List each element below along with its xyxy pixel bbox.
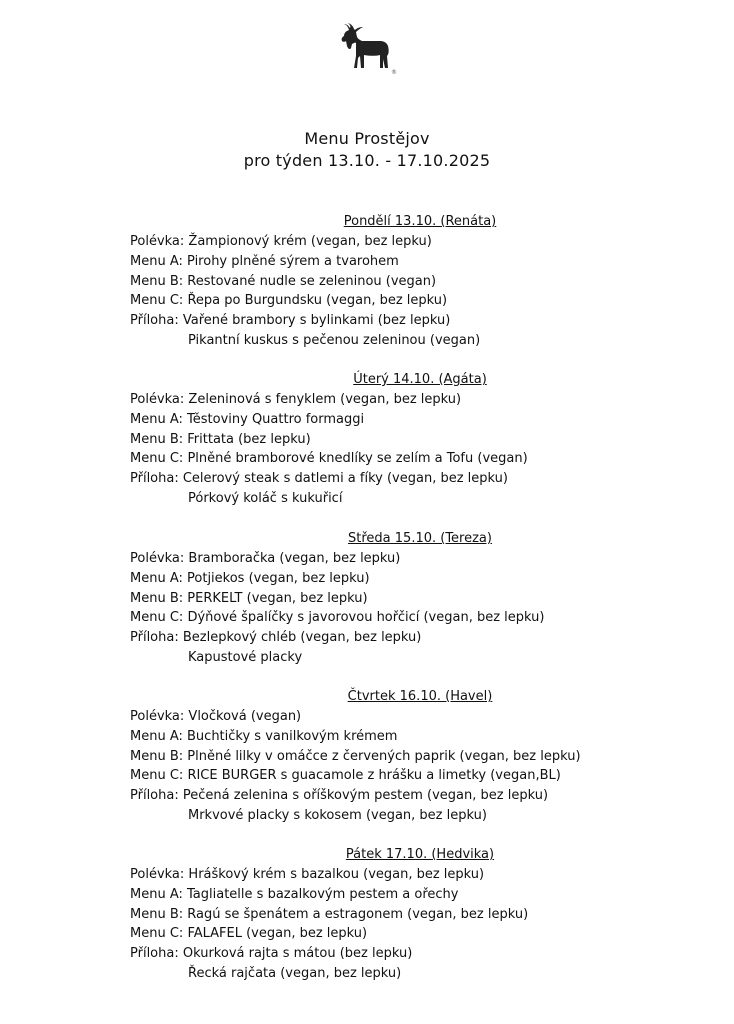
menu-label: Polévka: [130, 551, 185, 566]
menu-label: Příloha: [130, 471, 179, 487]
menu-row [130, 628, 690, 648]
menu-row [130, 232, 690, 252]
goat-logo-icon [336, 22, 398, 78]
day-section [130, 529, 690, 668]
dish-name: RICE BURGER s guacamole z hrášku a limetky (vegan,BL) [187, 768, 561, 784]
menu-label: Menu C: [130, 926, 184, 942]
menu-row [130, 924, 690, 944]
menu-row [130, 410, 690, 430]
menu-label: Příloha: [130, 630, 179, 646]
menu-label: Menu A: [130, 728, 183, 744]
dish-name: Potjiekos (vegan, bez lepku) [187, 570, 370, 586]
day-section [130, 845, 690, 984]
menu-label: Příloha: [130, 788, 179, 804]
day-heading: Pátek 17.10. (Hedvika) [345, 847, 495, 862]
menu-row [130, 806, 690, 826]
menu-row [130, 549, 690, 569]
dish-name: Okurková rajta s mátou (bez lepku) [182, 946, 413, 962]
menu-label: Polévka: [130, 709, 185, 724]
day-section [130, 212, 690, 351]
menu-row [130, 430, 690, 450]
menu-row [130, 252, 690, 272]
dish-name: Bramboračka (vegan, bez lepku) [188, 551, 401, 566]
menu-row [130, 589, 690, 609]
menu-label: Menu C: [130, 451, 184, 467]
menu-row [130, 291, 690, 311]
dish-name: Zeleninová s fenyklem (vegan, bez lepku) [188, 392, 462, 407]
dish-name: Kapustové placky [188, 649, 303, 665]
dish-name: Plněné bramborové knedlíky se zelím a Tofu (vegan) [187, 451, 528, 467]
menu-label: Příloha: [130, 313, 179, 329]
dish-name: Žampionový krém (vegan, bez lepku) [188, 234, 432, 249]
dish-name: Celerový steak s datlemi a fíky (vegan, bez lepku) [182, 471, 508, 487]
menu-label: Menu B: [130, 273, 184, 289]
menu-label: Menu B: [130, 906, 184, 922]
dish-name: Tagliatelle s bazalkovým pestem a ořechy [187, 886, 459, 902]
menu-row [130, 648, 690, 668]
dish-name: Restované nudle se zeleninou (vegan) [187, 273, 437, 289]
menu-row [130, 905, 690, 925]
menu-label: Polévka: [130, 234, 185, 249]
menu-row [130, 569, 690, 589]
dish-name: Dýňové špalíčky s javorovou hořčicí (vegan, bez lepku) [187, 610, 545, 626]
menu-row [130, 272, 690, 292]
menu-label: Menu A: [130, 411, 183, 427]
menu-row [130, 727, 690, 747]
menu-label: Menu B: [130, 748, 184, 764]
day-heading: Pondělí 13.10. (Renáta) [343, 214, 497, 229]
dish-name: Buchtičky s vanilkovým krémem [187, 728, 398, 744]
dish-name: Vločková (vegan) [188, 709, 302, 724]
day-heading: Čtvrtek 16.10. (Havel) [347, 689, 493, 704]
menu-row [130, 469, 690, 489]
dish-name: Pórkový koláč s kukuřicí [188, 490, 343, 506]
dish-name: Mrkvové placky s kokosem (vegan, bez lepku) [188, 807, 487, 823]
menu-row [130, 885, 690, 905]
dish-name: Pirohy plněné sýrem a tvarohem [187, 253, 399, 269]
dish-name: Pikantní kuskus s pečenou zeleninou (vegan) [188, 332, 481, 348]
menu-row [130, 608, 690, 628]
menu-label: Menu C: [130, 293, 184, 309]
menu-label: Polévka: [130, 392, 185, 407]
dish-name: Bezlepkový chléb (vegan, bez lepku) [182, 630, 422, 646]
dish-name: Pečená zelenina s oříškovým pestem (vegan, bez lepku) [182, 788, 549, 804]
day-heading: Středa 15.10. (Tereza) [348, 531, 492, 546]
dish-name: Řecká rajčata (vegan, bez lepku) [188, 965, 402, 981]
menu-label: Polévka: [130, 867, 185, 882]
dish-name: FALAFEL (vegan, bez lepku) [187, 926, 368, 942]
dish-name: Frittata (bez lepku) [187, 431, 311, 447]
menu-label: Menu C: [130, 610, 184, 626]
dish-name: Těstoviny Quattro formaggi [187, 411, 365, 427]
registered-mark: ® [391, 69, 397, 76]
page-title: Menu Prostějov [304, 129, 430, 148]
dish-name: Plněné lilky v omáčce z červených paprik (vegan, bez lepku) [187, 748, 581, 764]
menu-row [130, 766, 690, 786]
dish-name: Vařené brambory s bylinkami (bez lepku) [182, 313, 451, 329]
menu-label: Menu A: [130, 570, 183, 586]
menu-label: Menu C: [130, 768, 184, 784]
dish-name: Ragú se špenátem a estragonem (vegan, bez lepku) [187, 906, 529, 922]
menu-label: Menu B: [130, 431, 184, 447]
dish-name: Hráškový krém s bazalkou (vegan, bez lepku) [188, 867, 485, 882]
menu-row [130, 786, 690, 806]
day-section [130, 687, 690, 826]
day-section [130, 370, 690, 509]
menu-row [130, 707, 690, 727]
menu-label: Příloha: [130, 946, 179, 962]
menu-row [130, 311, 690, 331]
dish-name: Řepa po Burgundsku (vegan, bez lepku) [187, 293, 448, 309]
menu-label: Menu A: [130, 253, 183, 269]
menu-row [130, 747, 690, 767]
menu-row [130, 964, 690, 984]
menu-label: Menu A: [130, 886, 183, 902]
day-heading: Úterý 14.10. (Agáta) [353, 372, 487, 387]
menu-label: Menu B: [130, 590, 184, 606]
menu-row [130, 944, 690, 964]
menu-row [130, 390, 690, 410]
menu-row [130, 331, 690, 351]
menu-row [130, 449, 690, 469]
menu-row [130, 865, 690, 885]
dish-name: PERKELT (vegan, bez lepku) [187, 590, 368, 606]
page-subtitle: pro týden 13.10. - 17.10.2025 [243, 151, 491, 170]
menu-row [130, 489, 690, 509]
